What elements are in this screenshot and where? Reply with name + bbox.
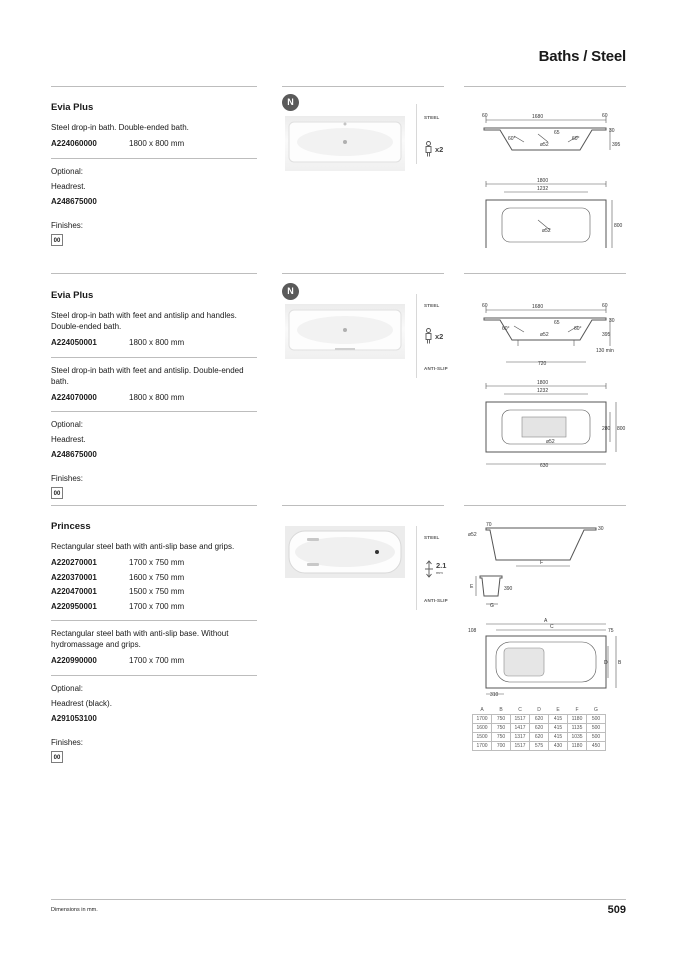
table-header-row [473, 706, 606, 715]
dimension-label: 390 [504, 586, 513, 592]
person-icon [424, 328, 433, 344]
table-cell: 1700 [473, 715, 492, 724]
table-cell: 1135 [568, 724, 587, 733]
section-divider [51, 86, 257, 87]
finishes-label: Finishes: [51, 737, 84, 747]
new-badge: N [282, 283, 299, 300]
dimension-label: 1680 [532, 304, 544, 310]
dimension-label: F [540, 560, 544, 566]
dimension-label: 1232 [537, 186, 549, 192]
product-size: 1800 x 800 mm [129, 392, 185, 402]
table-cell: 750 [492, 715, 511, 724]
table-cell: 620 [530, 715, 549, 724]
section-divider [282, 273, 444, 274]
section-divider [282, 505, 444, 506]
dimension-label: 70 [486, 522, 492, 528]
product-size: 1700 x 750 mm [129, 558, 185, 567]
dimension-label: 60 [482, 303, 488, 309]
table-header-cell: E [556, 707, 560, 713]
product-code: A220370001 [51, 572, 97, 582]
product-code: A224060000 [51, 139, 97, 148]
divider [51, 158, 257, 159]
product-description: Rectangular steel bath with anti-slip base. Without hydromassage and grips. [51, 629, 229, 649]
product-size: 1500 x 750 mm [129, 587, 185, 596]
divider [51, 675, 257, 676]
dimension-label: 60° [508, 136, 516, 142]
finish-swatch: 00 [51, 751, 63, 763]
product-code-row [51, 571, 257, 586]
table-header-cell: F [575, 707, 579, 713]
icon-separator [416, 294, 417, 378]
dimension-label: 30 [609, 128, 615, 134]
bath-photo-illustration [285, 526, 405, 578]
dimension-label: B [618, 660, 622, 666]
table-header-cell: D [537, 707, 541, 713]
table-cell: 750 [492, 724, 511, 733]
table-cell: 500 [587, 733, 606, 742]
product-code-row [51, 600, 257, 615]
product-code-row [51, 585, 257, 600]
product-info [51, 290, 257, 499]
product-code: A220470001 [51, 587, 97, 596]
product-code: A220990000 [51, 656, 97, 665]
table-cell: 1517 [511, 715, 530, 724]
product-code-row [51, 336, 257, 351]
finish-swatch: 00 [51, 487, 63, 499]
dimension-label: ø52 [468, 532, 477, 538]
product-description: Steel drop-in bath with feet and antislip and handles. Double-ended bath. [51, 311, 237, 331]
dimension-label: 65 [554, 320, 560, 326]
table-cell: 415 [549, 715, 568, 724]
person-icon [424, 141, 433, 157]
dimension-label: 310 [490, 692, 499, 698]
dimension-label: ø52 [546, 439, 555, 445]
divider [51, 620, 257, 621]
capacity-indicator [424, 560, 446, 578]
dimension-label: 60° [572, 136, 580, 142]
product-photo [285, 116, 405, 171]
dimension-label: 60 [602, 113, 608, 119]
dimension-label: ø52 [542, 228, 551, 234]
table-cell: 415 [549, 733, 568, 742]
optional-item: Headrest. [51, 181, 86, 191]
finish-swatch: 00 [51, 234, 63, 246]
table-cell: 415 [549, 724, 568, 733]
optional-code: A248675000 [51, 450, 97, 459]
optional-label: Optional: [51, 683, 84, 693]
antislip-label: ANTI-SLIP [424, 366, 448, 371]
section-divider [464, 273, 626, 274]
capacity-indicator [424, 141, 443, 157]
product-size: 1600 x 750 mm [129, 572, 185, 582]
dimension-label: 30 [609, 318, 615, 324]
table-row [473, 733, 606, 742]
capacity-indicator [424, 328, 443, 344]
dimension-label: A [544, 618, 548, 624]
table-cell: 620 [530, 733, 549, 742]
table-cell: 700 [492, 742, 511, 751]
table-cell: 1035 [568, 733, 587, 742]
dimension-label: C [550, 624, 554, 630]
product-size: 1800 x 800 mm [129, 338, 185, 347]
divider [51, 357, 257, 358]
capacity-text: 2.1 [436, 561, 447, 570]
dimension-label: 75 [608, 628, 614, 634]
section-divider [464, 505, 626, 506]
section-divider [282, 86, 444, 87]
dimension-label: 60 [482, 113, 488, 119]
table-cell: 500 [587, 715, 606, 724]
product-code: A224050001 [51, 338, 97, 347]
dimension-label: 108 [468, 628, 477, 634]
antislip-label: ANTI-SLIP [424, 598, 448, 603]
table-cell: 450 [587, 742, 606, 751]
optional-item: Headrest (black). [51, 698, 112, 708]
section-divider [51, 273, 257, 274]
technical-drawing [466, 108, 626, 248]
product-code-row [51, 654, 257, 669]
dimension-label: 800 [614, 223, 623, 229]
dimension-label: 1232 [537, 388, 549, 394]
product-code-row [51, 556, 257, 571]
table-cell: 1180 [568, 742, 587, 751]
capacity-text: x2 [435, 144, 444, 154]
product-code-row [51, 391, 257, 406]
product-code-row [51, 137, 257, 152]
product-name: Evia Plus [51, 102, 94, 113]
icon-separator [416, 526, 417, 610]
dimension-label: 720 [538, 361, 547, 367]
dimension-label: D [604, 660, 608, 666]
optional-code: A291053100 [51, 713, 97, 723]
dimension-label: 30 [598, 526, 604, 532]
footer-note: Dimensions in mm. [51, 907, 98, 913]
divider [51, 411, 257, 412]
table-cell: 1180 [568, 715, 587, 724]
table-row [473, 724, 606, 733]
optional-item: Headrest. [51, 435, 86, 444]
dimension-label: 1680 [532, 114, 544, 120]
dimension-label: 280 [602, 426, 611, 432]
product-description: Steel drop-in bath with feet and antislip. Double-ended bath. [51, 365, 244, 386]
product-description: Steel drop-in bath. Double-ended bath. [51, 123, 189, 132]
table-cell: 575 [530, 742, 549, 751]
product-info [51, 521, 257, 763]
dimension-label: 395 [612, 142, 621, 148]
dimension-label: 130 min [596, 348, 614, 354]
table-row [473, 742, 606, 751]
bath-photo-illustration [285, 304, 405, 359]
optional-label: Optional: [51, 166, 84, 176]
steel-label: STEEL [424, 115, 440, 120]
product-size: 1700 x 700 mm [129, 656, 185, 665]
dimension-label: 60 [602, 303, 608, 309]
product-name: Evia Plus [51, 290, 94, 301]
dimension-label: 65 [554, 130, 560, 136]
dimension-label: 800 [617, 426, 626, 432]
section-divider [464, 86, 626, 87]
product-photo [285, 526, 405, 578]
dimension-label: ø52 [540, 142, 549, 148]
optional-code: A248675000 [51, 196, 97, 206]
capacity-unit: mm [436, 570, 443, 575]
depth-arrow-icon [424, 560, 434, 578]
finishes-label: Finishes: [51, 220, 84, 230]
table-cell: 1600 [473, 724, 492, 733]
dimensions-table [472, 706, 606, 751]
dimension-label: ø52 [540, 332, 549, 338]
table-header-cell: C [518, 707, 522, 713]
table-cell: 1317 [511, 733, 530, 742]
dimension-label: 630 [540, 463, 549, 469]
table-cell: 1517 [511, 742, 530, 751]
capacity-text: x2 [435, 331, 444, 341]
finishes-label: Finishes: [51, 474, 84, 483]
footer-divider [51, 899, 626, 900]
table-cell: 620 [530, 724, 549, 733]
product-info [51, 102, 257, 246]
new-badge: N [282, 94, 299, 111]
table-header-cell: A [480, 707, 484, 713]
icon-separator [416, 104, 417, 164]
page-number: 509 [607, 904, 626, 916]
product-size: 1700 x 700 mm [129, 601, 185, 611]
dimension-label: E [470, 584, 474, 590]
product-photo [285, 304, 405, 359]
product-code: A224070000 [51, 392, 97, 402]
table-header-cell: B [499, 707, 503, 713]
dimension-label: 395 [602, 332, 611, 338]
steel-label: STEEL [424, 535, 440, 540]
dimension-label: 1800 [537, 380, 549, 386]
product-code: A220270001 [51, 558, 97, 567]
technical-drawing [466, 518, 626, 702]
optional-label: Optional: [51, 420, 84, 429]
page-title: Baths / Steel [538, 48, 626, 65]
dimension-label: 60° [502, 326, 510, 332]
bath-photo-illustration [285, 116, 405, 171]
dimension-label: 60° [574, 326, 582, 332]
table-cell: 500 [587, 724, 606, 733]
technical-drawing [466, 298, 626, 470]
table-cell: 430 [549, 742, 568, 751]
section-divider [51, 505, 257, 506]
product-code: A220950001 [51, 601, 97, 611]
table-cell: 1417 [511, 724, 530, 733]
dimension-label: 1800 [537, 178, 549, 184]
table-cell: 1700 [473, 742, 492, 751]
table-cell: 1500 [473, 733, 492, 742]
steel-label: STEEL [424, 303, 440, 308]
product-description: Rectangular steel bath with anti-slip base and grips. [51, 542, 235, 551]
table-header-cell: G [594, 707, 598, 713]
table-cell: 750 [492, 733, 511, 742]
product-name: Princess [51, 521, 91, 532]
table-row [473, 715, 606, 724]
product-size: 1800 x 800 mm [129, 139, 185, 148]
dimension-label: G [490, 603, 494, 609]
